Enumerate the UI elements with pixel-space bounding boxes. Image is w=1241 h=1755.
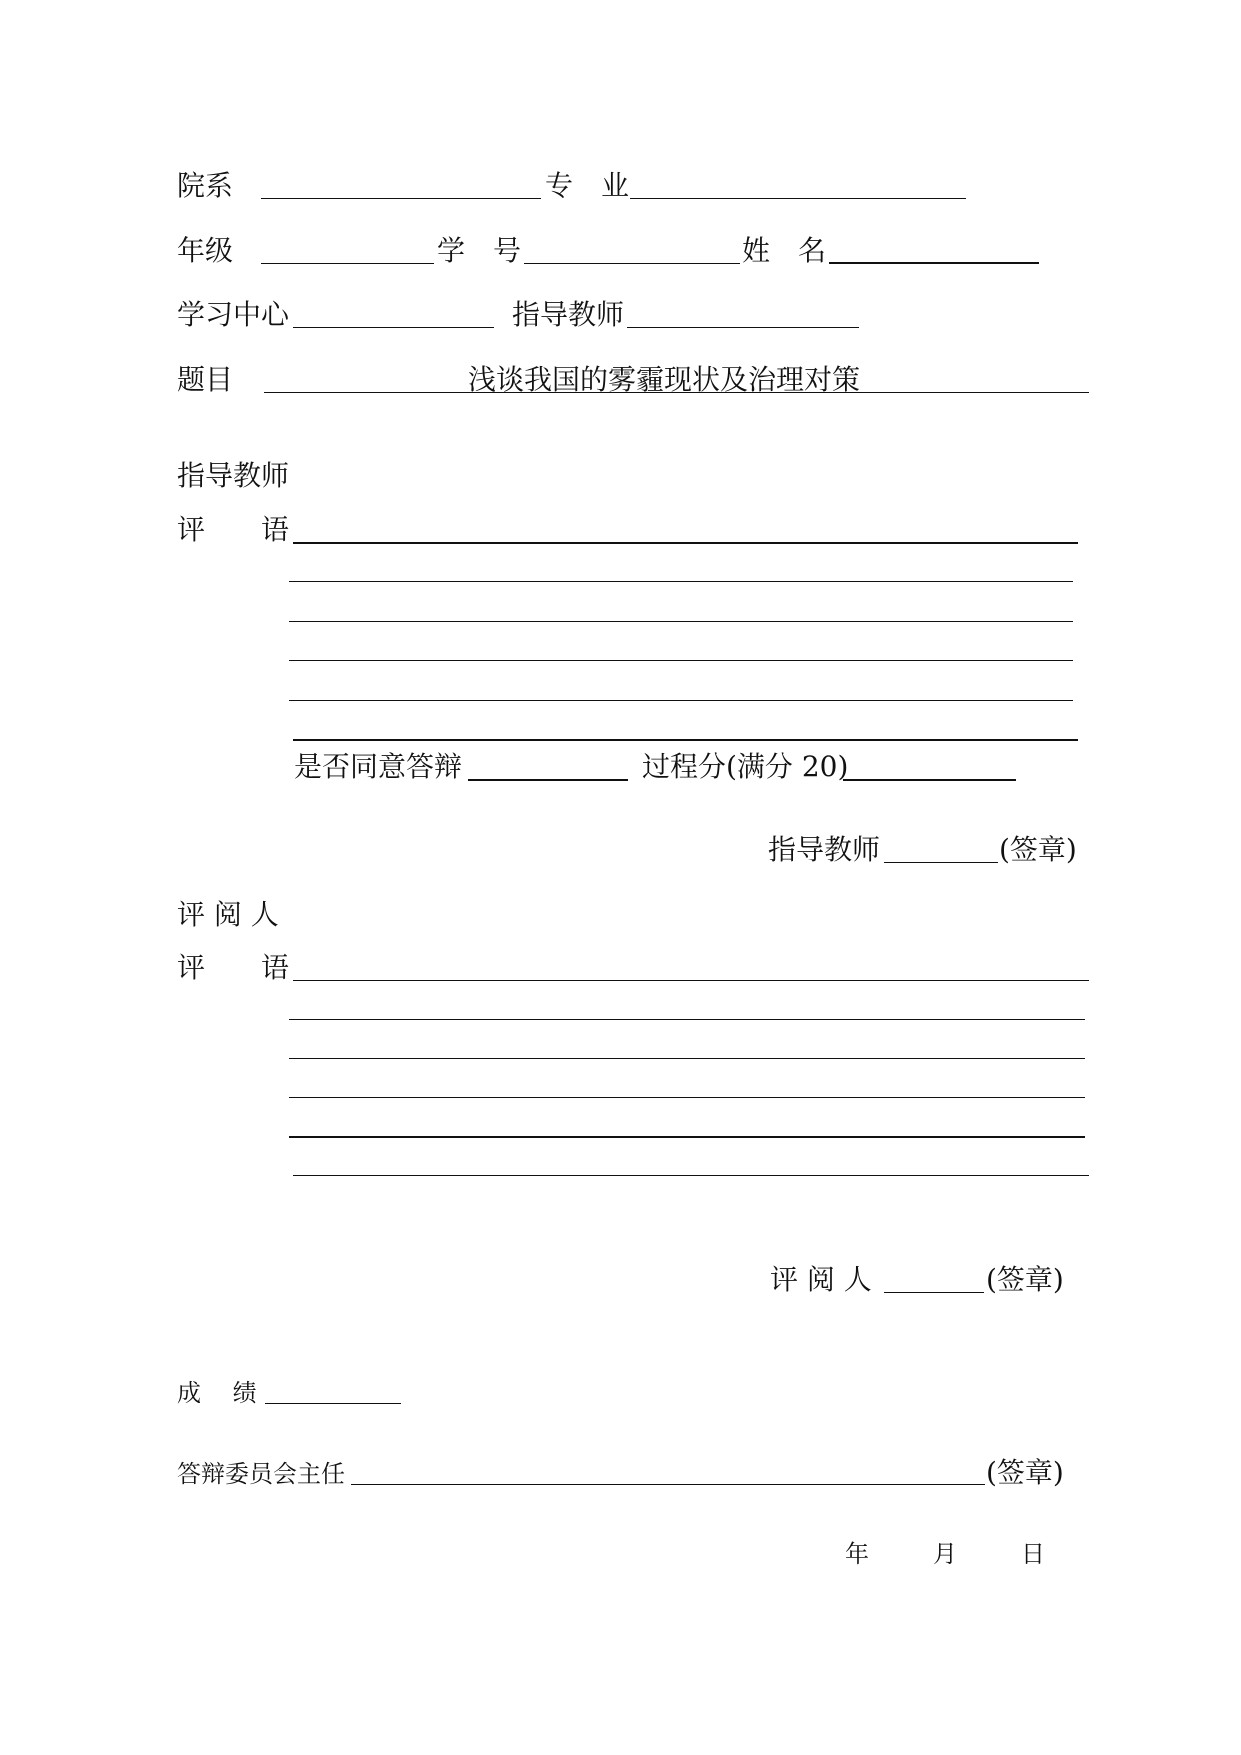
advisor-name-field[interactable] (627, 327, 859, 328)
reviewer-seal-label: (签章) (986, 1263, 1064, 1296)
department-label: 院系 (177, 169, 234, 202)
topic-value: 浅谈我国的雾霾现状及治理对策 (468, 363, 861, 396)
reviewer-comment-label: 评 语 (177, 951, 290, 984)
study-center-field[interactable] (293, 327, 494, 328)
committee-chair-label: 答辩委员会主任 (177, 1460, 345, 1488)
reviewer-comment-line[interactable] (289, 1136, 1085, 1138)
department-field[interactable] (261, 198, 541, 199)
reviewer-comment-line[interactable] (293, 1175, 1089, 1176)
advisor-comment-line[interactable] (289, 621, 1073, 622)
advisor-comment-label: 评 语 (177, 513, 290, 546)
year-label: 年 (845, 1540, 869, 1568)
advisor-comment-line[interactable] (289, 660, 1073, 661)
name-field[interactable] (829, 262, 1039, 264)
advisor-comment-line[interactable] (293, 739, 1078, 741)
reviewer-signature-field[interactable] (884, 1292, 984, 1293)
final-grade-field[interactable] (265, 1403, 401, 1404)
grade-field[interactable] (261, 263, 434, 264)
advisor-comment-line[interactable] (289, 700, 1073, 701)
advisor-comment-line[interactable] (293, 542, 1078, 544)
reviewer-comment-line[interactable] (289, 1058, 1085, 1059)
name-label: 姓 名 (742, 234, 827, 267)
reviewer-comment-line[interactable] (293, 980, 1089, 981)
major-label: 专 业 (545, 169, 630, 202)
process-score-field[interactable] (843, 779, 1016, 781)
major-field[interactable] (630, 198, 966, 199)
advisor-seal-label: (签章) (999, 833, 1077, 866)
advisor-name-label: 指导教师 (512, 298, 625, 331)
student-id-label: 学 号 (437, 234, 522, 267)
study-center-label: 学习中心 (177, 298, 290, 331)
day-label: 日 (1021, 1540, 1045, 1568)
process-score-label: 过程分(满分 20) (642, 750, 849, 783)
reviewer-comment-line[interactable] (289, 1097, 1085, 1098)
reviewer-comment-line[interactable] (289, 1019, 1085, 1020)
advisor-signature-label: 指导教师 (768, 833, 881, 866)
month-label: 月 (933, 1540, 957, 1568)
defense-approval-label: 是否同意答辩 (294, 750, 463, 783)
advisor-signature-field[interactable] (884, 862, 998, 863)
defense-approval-field[interactable] (468, 779, 628, 781)
final-grade-label: 成 绩 (177, 1379, 257, 1407)
committee-seal-label: (签章) (986, 1456, 1064, 1489)
advisor-section-heading: 指导教师 (177, 459, 290, 492)
advisor-comment-line[interactable] (289, 581, 1073, 582)
reviewer-section-heading: 评 阅 人 (177, 898, 279, 931)
grade-label: 年级 (177, 234, 234, 267)
committee-chair-field[interactable] (351, 1484, 985, 1485)
student-id-field[interactable] (524, 263, 740, 264)
topic-label: 题目 (177, 363, 234, 396)
reviewer-signature-label: 评 阅 人 (770, 1263, 872, 1296)
